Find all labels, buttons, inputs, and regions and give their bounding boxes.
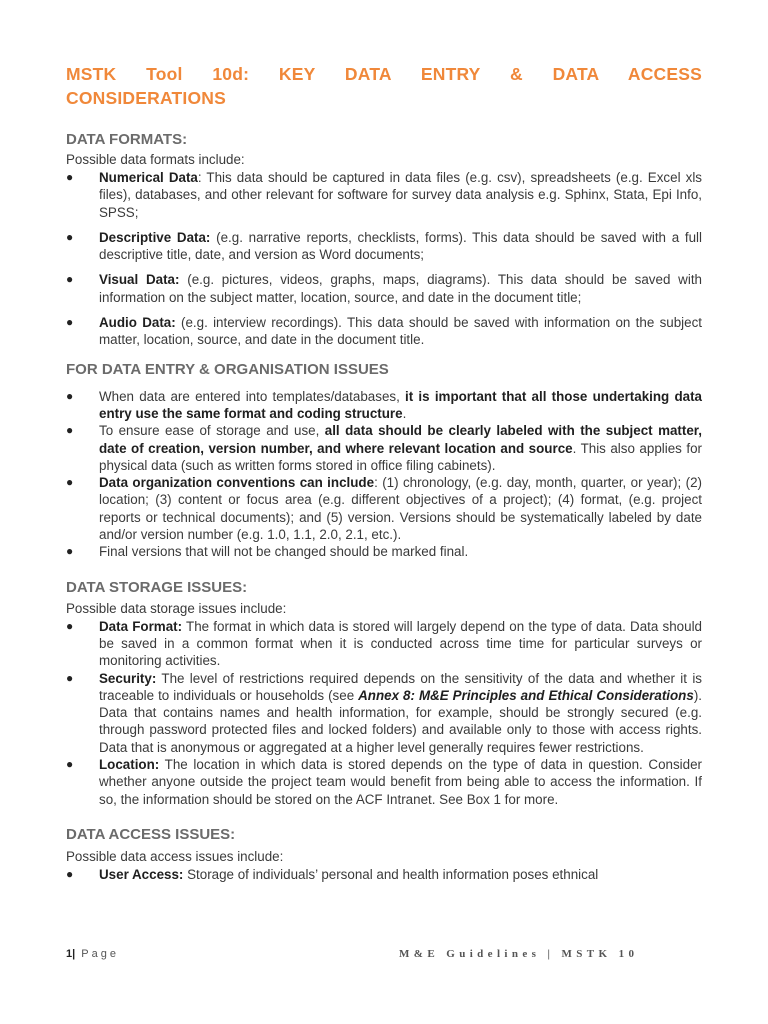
section-heading-data-access: DATA ACCESS ISSUES: — [66, 825, 236, 843]
item-text: . This also applies for physical data (such as written forms stored in office filing cabinets). — [99, 440, 702, 473]
item-label: Audio Data: — [99, 315, 176, 331]
item-label: Security: — [99, 670, 157, 686]
page-number-label — [66, 948, 119, 960]
section-heading-data-entry: FOR DATA ENTRY & ORGANISATION ISSUES — [66, 360, 389, 378]
section-heading-data-formats: DATA FORMATS: — [66, 131, 188, 148]
list-item — [66, 866, 702, 883]
page-number: 1 — [66, 948, 73, 960]
page-word: Page — [81, 948, 119, 960]
bullet-icon: ● — [66, 388, 74, 403]
item-label: Location: — [99, 757, 160, 773]
document-title — [66, 62, 702, 110]
list-item — [66, 314, 702, 349]
title-line-1: MSTK Tool 10d: KEY DATA ENTRY & DATA ACCESS — [66, 64, 702, 84]
item-text: ). Data that contains names and health information, for example, should be strongly secured (e.g. through password protected files and locked folders) and available only to those with access rights. Data that is anonymous or aggregated at a higher level generally requires fewer restrictions. — [99, 687, 702, 755]
section-intro-data-formats: Possible data formats include: — [66, 152, 245, 167]
item-text: The location in which data is stored depends on the type of data in question. Consider whether anyone outside the project team would benefit from being able to access the information. If so, the information should be stored on the ACF Intranet. See Box 1 for more. — [99, 757, 702, 807]
item-text: The format in which data is stored will largely depend on the type of data. Data should be saved in a common format when it is conducted across time time for particular surveys or monitoring activities. — [99, 618, 702, 669]
bullet-icon: ● — [66, 229, 74, 244]
item-label: Visual Data: — [99, 272, 180, 288]
footer-separator: | — [72, 948, 76, 960]
item-label: Data Format: — [99, 618, 183, 634]
item-text: The level of restrictions required depends on the sensitivity of the data and whether it is traceable to individuals or households (see — [99, 670, 702, 703]
bullet-icon: ● — [66, 544, 74, 559]
item-label: Descriptive Data: — [99, 229, 211, 245]
list-item — [66, 474, 702, 543]
item-text: (e.g. interview recordings). This data should be saved with information on the subject matter, location, source, and date in the document title. — [99, 315, 702, 348]
list-item — [66, 670, 702, 756]
item-text: : This data should be captured in data files (e.g. csv), spreadsheets (e.g. Excel xls files), databases, and other relevant for software for survey data analysis e.g. Sphinx, Stata, Epi Info, SPSS; — [99, 170, 702, 220]
item-text: Final versions that will not be changed should be marked final. — [99, 544, 469, 560]
list-item — [66, 229, 702, 264]
bullet-icon: ● — [66, 757, 74, 772]
bullet-icon: ● — [66, 170, 74, 184]
bullet-icon: ● — [66, 272, 74, 287]
list-item — [66, 169, 702, 221]
item-emphasis: all data should be clearly labeled with the subject matter, date of creation, version number, and where relevant location and source — [99, 423, 702, 456]
list-item — [66, 271, 702, 306]
item-text: . — [402, 405, 407, 421]
bullet-icon: ● — [66, 866, 74, 881]
list-item — [66, 422, 702, 474]
page-footer — [66, 948, 702, 964]
list-item — [66, 618, 702, 670]
title-line-2: CONSIDERATIONS — [66, 88, 226, 108]
item-emphasis: Data organization conventions can include — [99, 475, 375, 491]
data-formats-list — [66, 169, 702, 349]
item-text: When data are entered into templates/databases, — [99, 388, 406, 404]
item-text: To ensure ease of storage and use, — [99, 423, 325, 439]
bullet-icon: ● — [66, 423, 74, 438]
item-text: Storage of individuals’ personal and health information poses ethnical — [183, 866, 599, 882]
list-item — [66, 756, 702, 808]
data-access-list — [66, 866, 702, 883]
annex-reference: Annex 8: M&E Principles and Ethical Considerations — [358, 687, 694, 703]
footer-guidelines-label: M&E Guidelines | MSTK 10 — [399, 948, 639, 960]
item-text: (e.g. pictures, videos, graphs, maps, diagrams). This data should be saved with information on the subject matter, location, source, and date in the document title; — [99, 272, 702, 305]
item-label: Numerical Data — [99, 170, 198, 185]
list-item — [66, 543, 702, 560]
document-page — [66, 60, 702, 883]
data-storage-list — [66, 618, 702, 808]
bullet-icon: ● — [66, 475, 74, 490]
bullet-icon: ● — [66, 315, 74, 330]
section-intro-data-storage: Possible data storage issues include: — [66, 600, 287, 616]
list-item — [66, 388, 702, 423]
item-label: User Access: — [99, 866, 184, 882]
section-heading-data-storage: DATA STORAGE ISSUES: — [66, 578, 248, 596]
bullet-icon: ● — [66, 670, 74, 685]
item-text: : (1) chronology, (e.g. day, month, quarter, or year); (2) location; (3) content or focus area (e.g. different objectives of a project); (4) format, (e.g. project reports or technical documents); and (5) version. Versions should be systematically labeled by date and/or version number (e.g. 1.0, 1.1, 2.0, 2.1, etc.). — [99, 475, 702, 543]
item-emphasis: it is important that all those undertaking data entry use the same format and coding structure — [99, 388, 702, 421]
data-entry-list — [66, 388, 702, 561]
section-intro-data-access: Possible data access issues include: — [66, 848, 284, 864]
item-text: (e.g. narrative reports, checklists, forms). This data should be saved with a full descriptive title, date, and version as Word documents; — [99, 229, 702, 263]
bullet-icon: ● — [66, 618, 74, 633]
